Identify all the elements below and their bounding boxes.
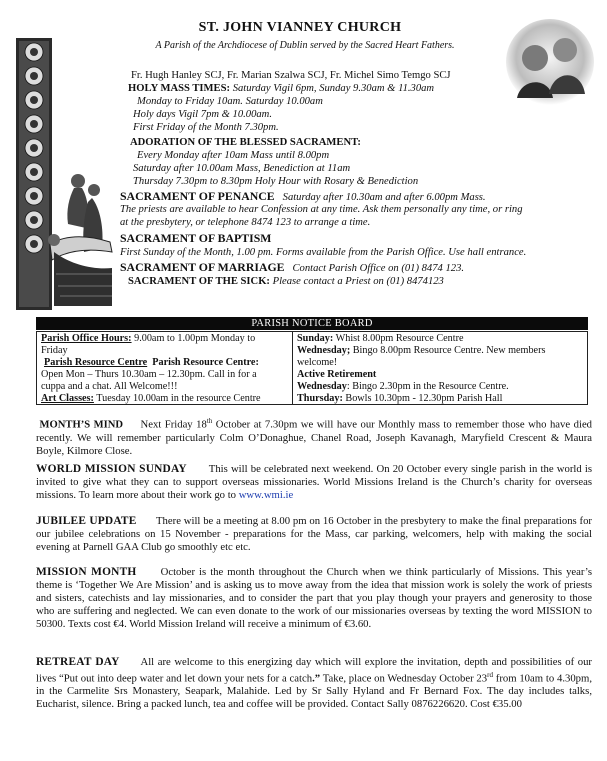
baptism-text: First Sunday of the Month, 1.00 pm. Forms available from the Parish Office. Use hall entrance. (120, 247, 527, 258)
wmi-link[interactable]: www.wmi.ie (238, 488, 294, 501)
marriage-row (120, 261, 464, 276)
wednesday2-row (297, 381, 509, 393)
sick-text: Please contact a Priest on (01) 8474123 (272, 276, 444, 287)
wednesday-text2: welcome! (297, 357, 338, 368)
church-name: ST. JOHN VIANNEY CHURCH (198, 20, 402, 35)
retreat-sup: rd (487, 670, 493, 679)
jubilee-title: JUBILEE UPDATE (36, 515, 137, 527)
penance-row (120, 190, 486, 205)
mass-holy-days: Holy days Vigil 7pm & 10.00am. (133, 109, 272, 120)
mass-times-row (128, 83, 434, 96)
wednesday-label: Wednesday; (297, 345, 351, 356)
retreat-quote-end: .” (312, 672, 321, 685)
office-hours-cell (41, 333, 255, 345)
penance-line: The priests are available to hear Confession at any time. Ask them personally any time, or ring (120, 204, 523, 215)
mass-weekday: Monday to Friday 10am. Saturday 10.00am (137, 96, 323, 107)
months-mind-sup: th (206, 417, 213, 425)
world-mission-title: WORLD MISSION SUNDAY (36, 463, 187, 475)
notice-board-title: PARISH NOTICE BOARD (36, 317, 588, 330)
wednesday2-text: : Bingo 2.30pm in the Resource Centre. (346, 381, 509, 392)
mass-times-label: HOLY MASS TIMES: (128, 83, 231, 94)
thursday-text: Bowls 10.30pm - 12.30pm Parish Hall (342, 393, 503, 404)
mission-month-text: October is the month throughout the Church when we think particularly of Missions. This year’s theme is ‘Together We Are Mission’ and is asking us to move away from the idea that mission work is solely the work of priests and sisters, catechists and lay missionaries, and to consider the part that you play though your prayers and generosity to those who are suffering and neglected. We can even donate to the work of our missionaries overseas by texting the word MISSION to 50300. Texts cost €4. World Mission Ireland will receive a minimum of €3.60. (36, 566, 592, 630)
office-hours-text2: Friday (41, 345, 68, 356)
resource-centre-text2: cuppa and a chat. All Welcome!!! (41, 381, 178, 392)
wednesday2-label: Wednesday (297, 381, 347, 392)
church-subtitle: A Parish of the Archdiocese of Dublin served by the Sacred Heart Fathers. (155, 40, 455, 51)
wednesday-text: Bingo 8.00pm Resource Centre. New members (350, 345, 546, 356)
penance-line: at the presbytery, or telephone 8474 123 to arrange a time. (120, 217, 371, 228)
retreat-text: All are welcome to this energizing day which will explore the invitation, depth and possibilities of our lives “Put out into deep water and let down your nets for a catch (36, 656, 592, 685)
priests-list: Fr. Hugh Hanley SCJ, Fr. Marian Szalwa SCJ, Fr. Michel Simo Temgo SCJ (131, 70, 451, 81)
penance-label: SACRAMENT OF PENANCE (120, 189, 275, 203)
art-classes-label: Art Classes: (41, 393, 94, 404)
marriage-text: Contact Parish Office on (01) 8474 123. (292, 263, 465, 274)
months-mind-title: MONTH’S MIND (39, 419, 124, 431)
resource-centre-label: Parish Resource Centre (44, 357, 148, 368)
notice-board-divider (292, 331, 293, 405)
jubilee-paragraph (36, 515, 592, 554)
world-mission-paragraph (36, 463, 592, 502)
office-hours-text: 9.00am to 1.00pm Monday to (131, 333, 256, 344)
adoration-line: Thursday 7.30pm to 8.30pm Holy Hour with Rosary & Benediction (133, 176, 419, 187)
sunday-label: Sunday: (297, 333, 334, 344)
jubilee-text: There will be a meeting at 8.00 pm on 16 October in the presbytery to make the final preparations for our jubilee celebrations on 15 November - preparations for the Mass, car parking, welcomers, help with making the social evening at Parnell GAA Club go smoothly etc etc. (36, 515, 592, 553)
world-mission-text: This will be celebrated next weekend. On 20 October every single parish in the world is invited to give what they can to support overseas missionaries. World Missions Ireland is the Church’s charity for overseas missions. To learn more about their work go to (36, 463, 592, 501)
thursday-row (297, 393, 502, 405)
resource-centre-label2: Parish Resource Centre: (152, 357, 259, 368)
religious-artwork-illustration (14, 38, 115, 314)
months-mind-text: Next Friday 18 (140, 418, 207, 431)
art-classes-text: Tuesday 10.00am in the resource Centre (93, 393, 261, 404)
months-mind-text2: October at 7.30pm we will have our Monthly mass to remember those who have died recently. We will remember particularly Colm O’Donaghue, Chanel Road, Joseph Kavanagh, Maryfield Crescent & Maura Boyle, Kilmore Close. (36, 418, 593, 458)
mission-month-title: MISSION MONTH (36, 566, 137, 578)
sick-label: SACRAMENT OF THE SICK: (128, 276, 270, 287)
art-classes-row (41, 393, 261, 405)
baptism-label: SACRAMENT OF BAPTISM (120, 231, 272, 245)
resource-centre-row (44, 357, 259, 369)
mass-times-text: Saturday Vigil 6pm, Sunday 9.30am & 11.30am (232, 83, 435, 94)
retreat-text3: from 10am to 4.30pm, in the Carmelite Srs Monastery, Seapark, Malahide. Led by Sr Sally Hyland and Fr Bernard Fox. The day includes talks, Eucharist, silence. Bring a packed lunch, tea and coffee will be provided. Contact Sally 0876226620. Cost €35.00 (36, 672, 593, 711)
sunday-text: Whist 8.00pm Resource Centre (333, 333, 464, 344)
sick-row (128, 276, 444, 289)
sunday-row (297, 333, 464, 345)
office-hours-label: Parish Office Hours: (41, 333, 132, 344)
adoration-line: Every Monday after 10am Mass until 8.00pm (137, 150, 330, 161)
retreat-title: RETREAT DAY (36, 656, 120, 668)
wednesday-row (297, 345, 545, 357)
penance-text: Saturday after 10.30am and after 6.00pm Mass. (282, 192, 486, 203)
retreat-paragraph (36, 656, 592, 711)
priest-portrait-image (505, 18, 595, 106)
adoration-line: Saturday after 10.00am Mass, Benediction at 11am (133, 163, 351, 174)
months-mind-paragraph (36, 415, 592, 458)
adoration-label: ADORATION OF THE BLESSED SACRAMENT: (130, 137, 361, 148)
thursday-label: Thursday: (297, 393, 343, 404)
resource-centre-text: Open Mon – Thurs 10.30am – 12.30pm. Call in for a (41, 369, 257, 380)
mass-first-friday: First Friday of the Month 7.30pm. (133, 122, 279, 133)
active-retirement-label: Active Retirement (297, 369, 377, 380)
mission-month-paragraph (36, 566, 592, 631)
marriage-label: SACRAMENT OF MARRIAGE (120, 260, 285, 274)
retreat-text2: Take, place on Wednesday October 23 (320, 672, 488, 685)
